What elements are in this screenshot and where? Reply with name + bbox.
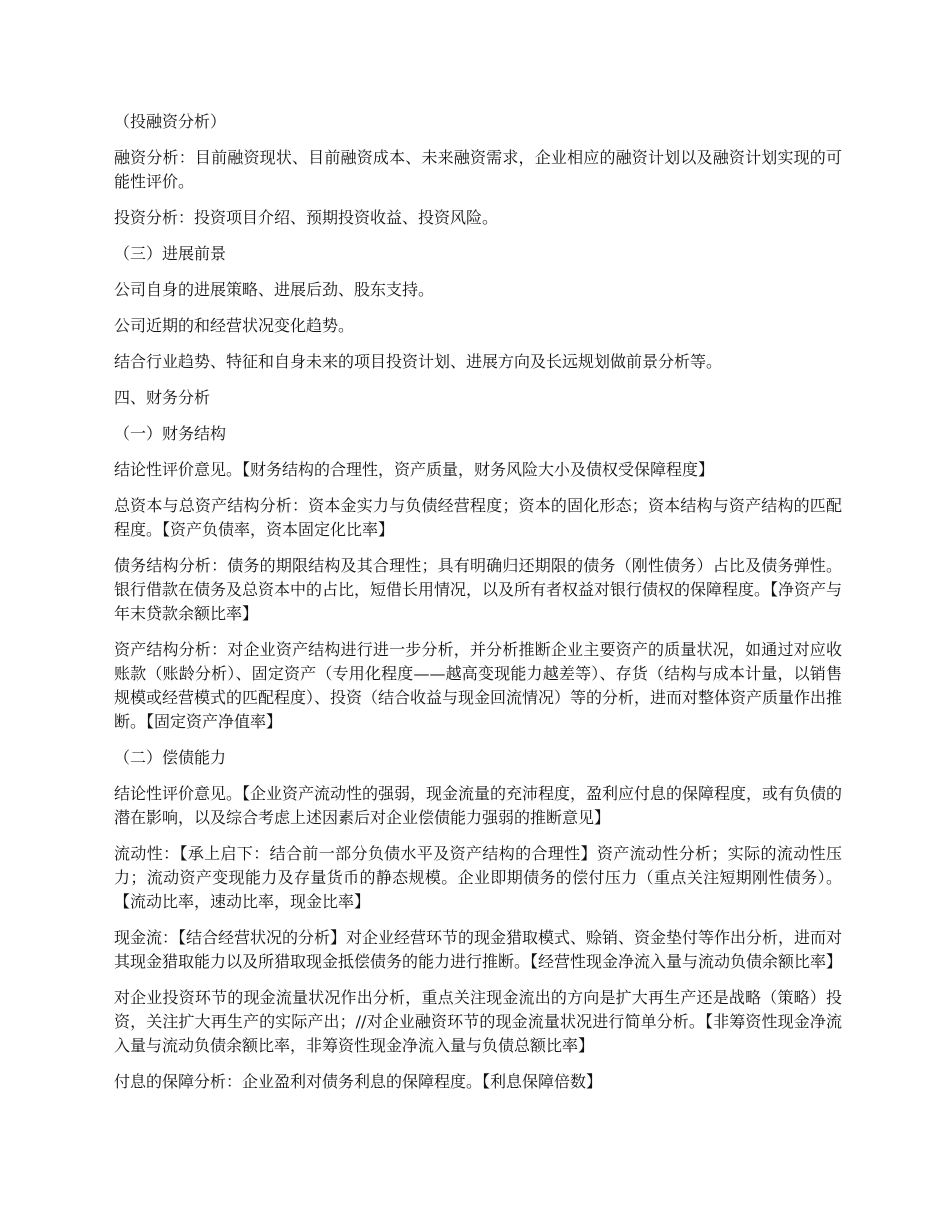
document-page	[114, 110, 842, 1106]
paragraph-cash-flow: 现金流：【结合经营状况的分析】对企业经营环节的现金猎取模式、赊销、资金垫付等作出分析，进而对其现金猎取能力以及所猎取现金抵偿债务的能力进行推断。【经营性现金净流入量与流动负债余额比率】	[114, 928, 843, 971]
section-heading-financial-structure: （一）财务结构	[114, 424, 227, 443]
paragraph-financing-analysis: 融资分析：目前融资现状、目前融资成本、未来融资需求，企业相应的融资计划以及融资计划实现的可能性评价。	[114, 148, 842, 191]
paragraph-asset-structure: 资产结构分析：对企业资产结构进行进一步分析，并分析推断企业主要资产的质量状况，如通过对应收账款（账龄分析）、固定资产（专用化程度——越高变现能力越差等）、存货（结构与成本计量，以销售规模或经营模式的匹配程度）、投资（结合收益与现金回流情况）等的分析，进而对整体资产质量作出推断。【固定资产净值率】	[114, 640, 843, 731]
paragraph-interest-coverage: 付息的保障分析：企业盈利对债务利息的保障程度。【利息保障倍数】	[114, 1072, 603, 1091]
paragraph-investment-analysis: 投资分析：投资项目介绍、预期投资收益、投资风险。	[114, 208, 499, 227]
section-heading-prospects: （三）进展前景	[114, 244, 227, 263]
paragraph-structure-conclusion: 结论性评价意见。【财务结构的合理性，资产质量，财务风险大小及债权受保障程度】	[114, 460, 715, 479]
paragraph-solvency-conclusion: 结论性评价意见。【企业资产流动性的强弱，现金流量的充沛程度，盈利应付息的保障程度，或有负债的潜在影响，以及综合考虑上述因素后对企业偿债能力强弱的推断意见】	[114, 784, 843, 827]
paragraph-investment-cash-flow: 对企业投资环节的现金流量状况作出分析，重点关注现金流出的方向是扩大再生产还是战略（策略）投资，关注扩大再生产的实际产出；//对企业融资环节的现金流量状况进行简单分析。【非筹资性现金净流入量与流动负债余额比率，非筹资性现金净流入量与负债总额比率】	[114, 988, 842, 1055]
paragraph-liquidity: 流动性：【承上启下：结合前一部分负债水平及资产结构的合理性】资产流动性分析；实际的流动性压力；流动资产变现能力及存量货币的静态规模。企业即期债务的偿付压力（重点关注短期刚性债务）。【流动比率，速动比率，现金比率】	[114, 844, 842, 911]
section-heading-financial-analysis: 四、财务分析	[114, 388, 211, 407]
section-heading-investment-financing: （投融资分析）	[114, 112, 227, 131]
section-heading-solvency: （二）偿债能力	[114, 748, 227, 767]
paragraph-company-strategy: 公司自身的进展策略、进展后劲、股东支持。	[114, 280, 435, 299]
paragraph-capital-asset-structure: 总资本与总资产结构分析：资本金实力与负债经营程度；资本的固化形态；资本结构与资产结构的匹配程度。【资产负债率，资本固定化比率】	[114, 496, 842, 539]
paragraph-debt-structure: 债务结构分析：债务的期限结构及其合理性；具有明确归还期限的债务（刚性债务）占比及债务弹性。银行借款在债务及总资本中的占比，短借长用情况，以及所有者权益对银行债权的保障程度。【净资产与年末贷款余额比率】	[114, 556, 843, 623]
paragraph-outlook-analysis: 结合行业趋势、特征和自身未来的项目投资计划、进展方向及长远规划做前景分析等。	[114, 352, 723, 371]
paragraph-recent-trend: 公司近期的和经营状况变化趋势。	[114, 316, 355, 335]
